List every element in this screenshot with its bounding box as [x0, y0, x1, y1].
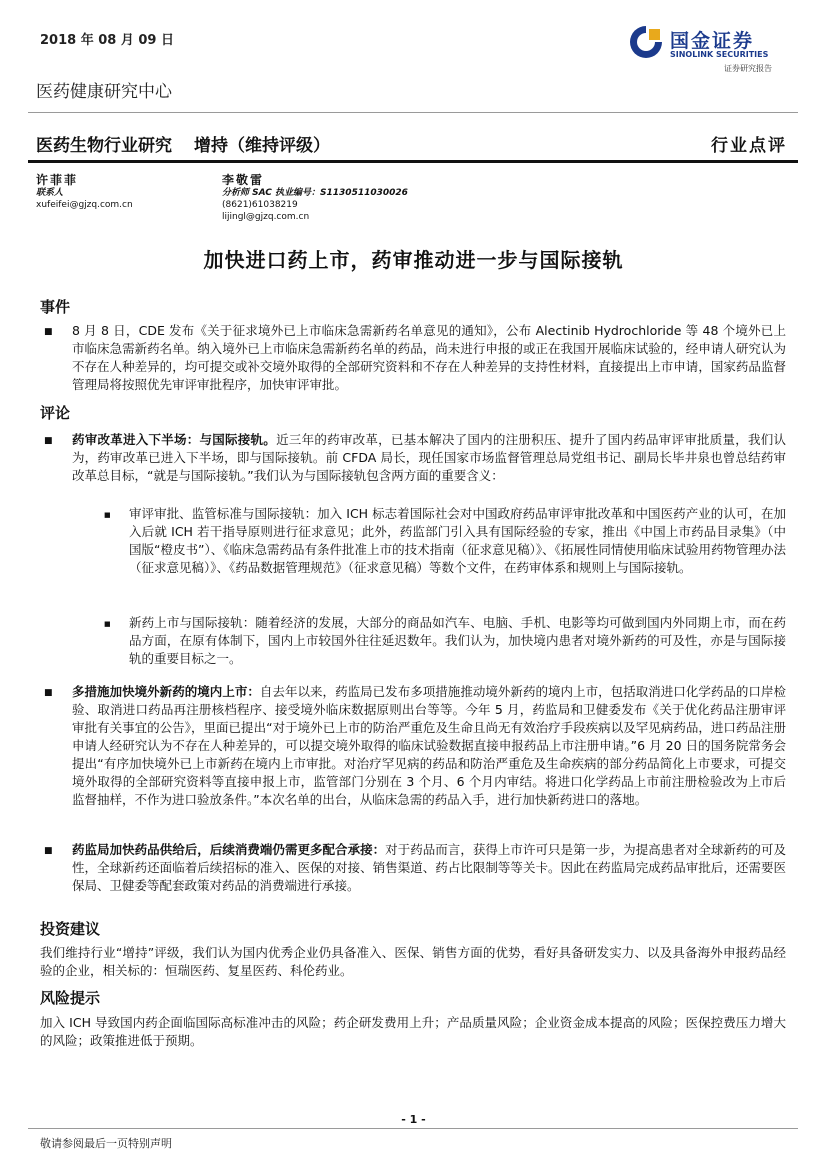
- header-divider: [28, 112, 798, 113]
- analyst-name: 许菲菲: [36, 173, 79, 187]
- comment-item-lead: 药监局加快药品供给后，后续消费端仍需更多配合承接：: [72, 842, 386, 857]
- risk-text: 加入 ICH 导致国内药企面临国际高标准冲击的风险；药企研发费用上升；产品质量风险；企业资金成本提高的风险；医保控费压力增大的风险；政策推进低于预期。: [40, 1015, 786, 1048]
- analyst-role: 分析师 SAC 执业编号：S1130511030026: [222, 188, 408, 198]
- square-bullet-icon: ■: [44, 436, 53, 446]
- page-number: - 1 -: [401, 1113, 426, 1126]
- analyst-email: lijingl@gjzq.com.cn: [222, 212, 310, 222]
- report-date: 2018 年 08 月 09 日: [40, 33, 174, 48]
- comment-sub-item: 审评审批、监管标准与国际接轨：加入 ICH 标志着国际社会对中国政府药品审评审批改革和中国医药产业的认可，在加入后就 ICH 若干指导原则进行征求意见；此外，药监部门引入具有国际经验的专家，推出《中国上市药品目录集》（中国版“橙皮书”）、《临床急需药品有条件批准上市的技术指南（征求意见稿）》、《拓展性同情使用临床试验用药物管理办法（征求意见稿）》、《药品数据管理规范》（征求意见稿）等数个文件，在药审体系和规则上与国际接轨。: [129, 506, 786, 575]
- logo-name-en: SINOLINK SECURITIES: [670, 50, 769, 59]
- investment-text: 我们维持行业“增持”评级，我们认为国内优秀企业仍具备准入、医保、销售方面的优势，看好具备研发实力、以及具备海外申报药品经验的企业，相关标的：恒瑞医药、复星医药、科伦药业。: [40, 945, 786, 978]
- square-bullet-icon: ■: [44, 327, 53, 337]
- small-square-bullet-icon: ■: [104, 511, 111, 519]
- comment-item-lead: 多措施加快境外新药的境内上市：: [72, 684, 260, 699]
- comment-item-text: 近三年的药审改革，已基本解决了国内的注册积压、提升了国内药品审评审批质量，我们认为，药审改革已进入下半场，即与国际接轨。前 CFDA 局长，现任国家市场监督管理总局党组书记、副局长毕井泉也曾总结药审改革总目标，“就是与国际接轨。”我们认为与国际接轨包含两方面的重要含义：: [72, 432, 786, 483]
- comment-item-text: 对于药品而言，获得上市许可只是第一步，为提高患者对全球新药的可及性，全球新药还面临着后续招标的准入、医保的对接、销售渠道、药占比限制等等关卡。因此在药监局完成药品审批后，还需要医保局、卫健委等配套政策对药品的消费端进行承接。: [72, 842, 786, 893]
- square-bullet-icon: ■: [44, 846, 53, 856]
- square-bullet-icon: ■: [44, 688, 53, 698]
- analyst-block-1: [36, 174, 133, 211]
- company-logo: [628, 22, 793, 74]
- comment-item: [72, 431, 786, 485]
- comment-item-lead: 药审改革进入下半场：与国际接轨。: [72, 432, 277, 447]
- industry-label: 医药生物行业研究: [36, 136, 172, 156]
- comment-item-text: 自去年以来，药监局已发布多项措施推动境外新药的境内上市，包括取消进口化学药品的口岸检验、取消进口药品再注册核档程序、接受境外临床数据原则出台等等。今年 5 月，药监局和卫健委发布《关于优化药品注册审评审批有关事宜的公告》，里面已提出“对于境外已上市的防治严重危及生命且尚无有效治疗手段疾病以及罕见病药品，进口药品注册申请人经研究认为不存在人种差异的，可以提交境外取得的临床试验数据直接申报药品上市注册申请。”6 月 20 日的国务院常务会提出“有序加快境外已上市新药在境内上市审批。对治疗罕见病的药品和防治严重危及生命疾病的部分药品简化上市要求，可提交境外取得的全部研究资料等直接申报上市，监管部门分别在 3 个月、6 个月内审结。将进口化学药品上市前注册检验改为上市后监督抽样，不作为进口验放条件。”本次名单的出台，从临床急需的药品入手，进行加快新药进口的落地。: [72, 684, 786, 807]
- event-text: 8 月 8 日，CDE 发布《关于征求境外已上市临床急需新药名单意见的通知》，公布 Alectinib Hydrochloride 等 48 个境外已上市临床急需新药名单。纳入境外已上市临床急需新药名单的药品，尚未进行申报的或正在我国开展临床试验的，经申请人研究认为不存在人种差异的，均可提交或补交境外取得的全部研究资料和不存在人种差异的支持性材料，直接提出上市申请，国家药品监督管理局将按照优先审评审批程序，加快审评审批。: [72, 323, 786, 392]
- comment-item: [72, 683, 786, 809]
- risk-heading: 风险提示: [40, 989, 101, 1007]
- footer-divider: [28, 1128, 798, 1129]
- logo-name-cn: 国金证券: [670, 30, 755, 52]
- comment-item: [72, 841, 786, 895]
- analyst-role: 联系人: [36, 188, 64, 198]
- rating-label: 增持（维持评级）: [194, 136, 330, 156]
- analyst-phone: (8621)61038219: [222, 200, 298, 210]
- event-heading: 事件: [40, 298, 71, 316]
- logo-mark-icon: [628, 24, 664, 60]
- analyst-block-2: [222, 174, 408, 223]
- investment-heading: 投资建议: [40, 920, 101, 938]
- title-bar: [36, 131, 352, 156]
- disclaimer-note: 敬请参阅最后一页特别声明: [40, 1137, 172, 1150]
- logo-subtitle: 证券研究报告: [724, 64, 772, 73]
- comment-sub-item: 新药上市与国际接轨：随着经济的发展，大部分的商品如汽车、电脑、手机、电影等均可做到国内外同期上市，而在药品方面，在原有体制下，国内上市较国外往往延迟数年。我们认为，加快境内患者对境外新药的可及性，亦是与国际接轨的重要目标之一。: [129, 615, 786, 666]
- research-center-name: 医药健康研究中心: [36, 82, 172, 102]
- analyst-email: xufeifei@gjzq.com.cn: [36, 200, 133, 210]
- report-title: 加快进口药上市，药审推动进一步与国际接轨: [203, 248, 624, 272]
- small-square-bullet-icon: ■: [104, 620, 111, 628]
- comment-heading: 评论: [40, 404, 71, 422]
- title-divider: [28, 160, 798, 163]
- analyst-name: 李敬雷: [222, 173, 265, 187]
- report-type-label: 行业点评: [711, 136, 787, 156]
